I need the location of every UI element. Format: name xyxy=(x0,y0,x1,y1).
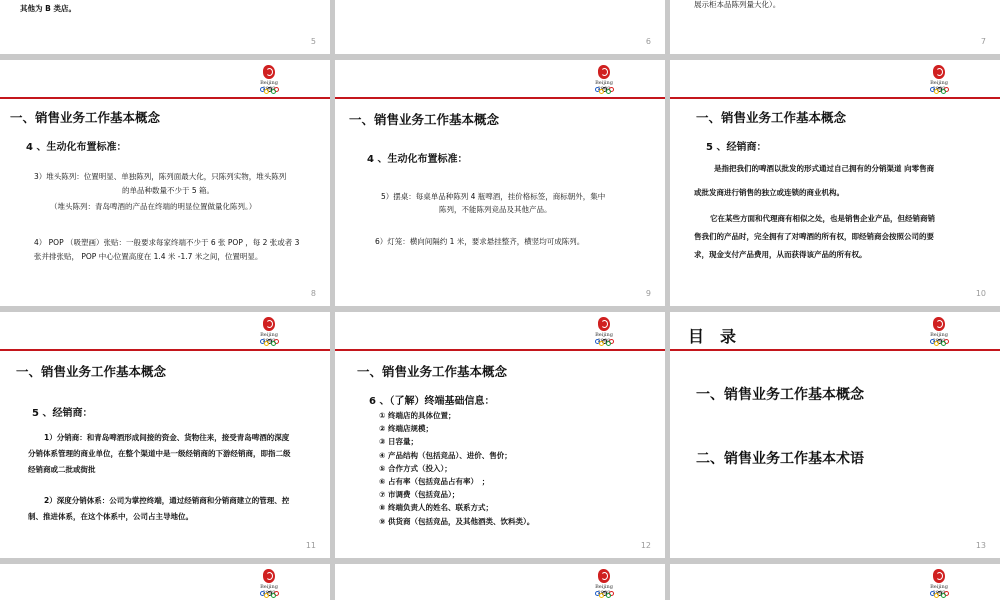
beijing-olympic-logo xyxy=(924,317,954,347)
paragraph: 分销体系管理的商业单位，在整个渠道中是一级经销商的下游经销商，即指二级 xyxy=(28,449,291,458)
slide-subtitle: 5 、经销商： xyxy=(32,408,93,419)
emblem-icon xyxy=(933,569,945,583)
paragraph: 4） POP （吸塑画）张贴：一般要求每家终端不少于 6 张 POP ，每 2 张或者 3 xyxy=(34,238,300,247)
beijing-olympic-logo xyxy=(924,569,954,599)
emblem-icon xyxy=(598,569,610,583)
slide-text xyxy=(375,0,597,1)
page-number: 11 xyxy=(305,541,316,550)
beijing-olympic-logo xyxy=(924,65,954,95)
header-rule xyxy=(335,349,665,351)
slide-15 xyxy=(335,564,665,600)
beijing-olympic-logo xyxy=(589,65,619,95)
page-number: 5 xyxy=(310,37,316,46)
slide-6 xyxy=(335,0,665,54)
slide-5 xyxy=(0,0,330,54)
paragraph: 或批发商进行销售的独立或连锁的商业机构。 xyxy=(694,188,844,197)
header-rule xyxy=(670,349,1000,351)
list-item: ⑨ 供货商（包括竞品，及其他酒类、饮料类）。 xyxy=(379,516,535,526)
paragraph: 5）摆桌：每桌单品种陈列 4 瓶啤酒，挂价格标签，商标朝外，集中 xyxy=(381,192,606,201)
header-rule xyxy=(670,97,1000,99)
paragraph: 3）堆头陈列：位置明显、单独陈列，陈列面最大化，只陈列实物，堆头陈列 xyxy=(34,172,287,181)
slide-title: 一、销售业务工作基本概念 xyxy=(357,365,508,379)
header-rule xyxy=(0,97,330,99)
slide-subtitle: 4 、生动化布置标准： xyxy=(367,154,468,165)
slide-subtitle: 4 、生动化布置标准： xyxy=(26,142,127,153)
slide-text: 展示柜本品陈列量大化）。 xyxy=(694,0,781,9)
slide-title: 一、销售业务工作基本概念 xyxy=(349,113,500,127)
page-number: 9 xyxy=(645,289,651,298)
logo-city-text: Beijing 2008 xyxy=(930,80,948,92)
slide-12 xyxy=(335,312,665,558)
list-item: ③ 日容量； xyxy=(379,437,418,447)
slide-8 xyxy=(0,60,330,306)
paragraph: 制、推进体系，在这个体系中，公司占主导地位。 xyxy=(28,512,193,521)
olympic-rings-icon xyxy=(930,87,949,93)
emblem-icon xyxy=(933,65,945,79)
emblem-icon xyxy=(598,317,610,331)
toc-title: 目 录 xyxy=(688,329,737,346)
olympic-rings-icon xyxy=(260,87,279,93)
emblem-icon xyxy=(263,65,275,79)
slide-13 xyxy=(670,312,1000,558)
paragraph: 求，现金支付产品费用，从而获得该产品的所有权。 xyxy=(694,250,867,259)
logo-city-text: Beijing 2008 xyxy=(260,332,278,344)
logo-city-text: Beijing 2008 xyxy=(595,584,613,596)
paragraph: 它在某些方面和代理商有相似之处，也是销售企业产品，但经销商销 xyxy=(710,214,935,223)
olympic-rings-icon xyxy=(930,339,949,345)
slide-16 xyxy=(670,564,1000,600)
beijing-olympic-logo xyxy=(589,317,619,347)
slide-subtitle: 6 、（了解）终端基础信息： xyxy=(369,396,495,407)
list-item: ⑦ 市调费（包括竞品）； xyxy=(379,490,460,500)
page-number: 8 xyxy=(310,289,316,298)
olympic-rings-icon xyxy=(260,591,279,597)
list-item: ⑥ 占有率（包括竞品占有率） ； xyxy=(379,477,490,487)
list-item: ⑧ 终端负责人的姓名、联系方式； xyxy=(379,503,493,513)
list-item: ② 终端店规模； xyxy=(379,424,433,434)
slide-title: 一、销售业务工作基本概念 xyxy=(10,111,161,125)
logo-city-text: Beijing 2008 xyxy=(260,80,278,92)
logo-city-text: Beijing 2008 xyxy=(260,584,278,596)
emblem-icon xyxy=(598,65,610,79)
logo-city-text: Beijing 2008 xyxy=(595,80,613,92)
olympic-rings-icon xyxy=(595,339,614,345)
toc-item[interactable]: 一、销售业务工作基本概念 xyxy=(696,386,864,402)
beijing-olympic-logo xyxy=(254,65,284,95)
paragraph: 是指把我们的啤酒以批发的形式通过自己拥有的分销渠道 向零售商 xyxy=(714,164,935,173)
list-item: ① 终端店的具体位置； xyxy=(379,411,456,420)
emblem-icon xyxy=(263,317,275,331)
slide-text: 其他为 B 类店。 xyxy=(20,4,76,13)
header-rule xyxy=(0,349,330,351)
paragraph: 2）深度分销体系：公司为掌控终端，通过经销商和分销商建立的管理、控 xyxy=(44,496,290,505)
info-list xyxy=(379,409,534,528)
beijing-olympic-logo xyxy=(254,569,284,599)
emblem-icon xyxy=(263,569,275,583)
page-number: 10 xyxy=(975,289,986,298)
list-item: ⑤ 合作方式（投入）； xyxy=(379,463,452,473)
logo-city-text: Beijing 2008 xyxy=(595,332,613,344)
page-number: 12 xyxy=(640,541,651,550)
slide-title: 一、销售业务工作基本概念 xyxy=(16,365,167,379)
slide-9 xyxy=(335,60,665,306)
slide-11 xyxy=(0,312,330,558)
emblem-icon xyxy=(933,317,945,331)
beijing-olympic-logo xyxy=(254,317,284,347)
paragraph: 6）灯笼：横向间隔约 1 米，要求悬挂整齐，横竖均可成陈列。 xyxy=(375,237,585,246)
olympic-rings-icon xyxy=(260,339,279,345)
slide-14 xyxy=(0,564,330,600)
paragraph: 张并排张贴， POP 中心位置高度在 1.4 米 -1.7 米之间，位置明显。 xyxy=(34,252,263,261)
page-number: 13 xyxy=(975,541,986,550)
paragraph: 的单品种数量不少于 5 箱。 xyxy=(122,186,215,195)
paragraph: 售我们的产品时，完全拥有了对啤酒的所有权，即经销商会按照公司的要 xyxy=(694,232,934,241)
olympic-rings-icon xyxy=(595,591,614,597)
slide-title: 一、销售业务工作基本概念 xyxy=(696,111,847,125)
slide-subtitle: 5 、经销商： xyxy=(706,142,767,153)
paragraph: 1）分销商：和青岛啤酒形成间接的资金、货物往来，接受青岛啤酒的深度 xyxy=(44,433,290,442)
header-rule xyxy=(335,97,665,99)
page-number: 7 xyxy=(980,37,986,46)
olympic-rings-icon xyxy=(930,591,949,597)
paragraph: 陈列，不能陈列竞品及其他产品。 xyxy=(439,205,552,214)
slide-10 xyxy=(670,60,1000,306)
beijing-olympic-logo xyxy=(589,569,619,599)
olympic-rings-icon xyxy=(595,87,614,93)
paragraph: 经销商或二批或街批 xyxy=(28,465,96,474)
list-item: ④ 产品结构（包括竞品）、进价、售价； xyxy=(379,450,512,460)
page-number: 6 xyxy=(645,37,651,46)
slide-7 xyxy=(670,0,1000,54)
logo-city-text: Beijing 2008 xyxy=(930,584,948,596)
logo-city-text: Beijing 2008 xyxy=(930,332,948,344)
paragraph: （堆头陈列：青岛啤酒的产品在终端的明显位置做量化陈列。） xyxy=(50,202,257,211)
toc-item[interactable]: 二、销售业务工作基本术语 xyxy=(696,450,864,466)
